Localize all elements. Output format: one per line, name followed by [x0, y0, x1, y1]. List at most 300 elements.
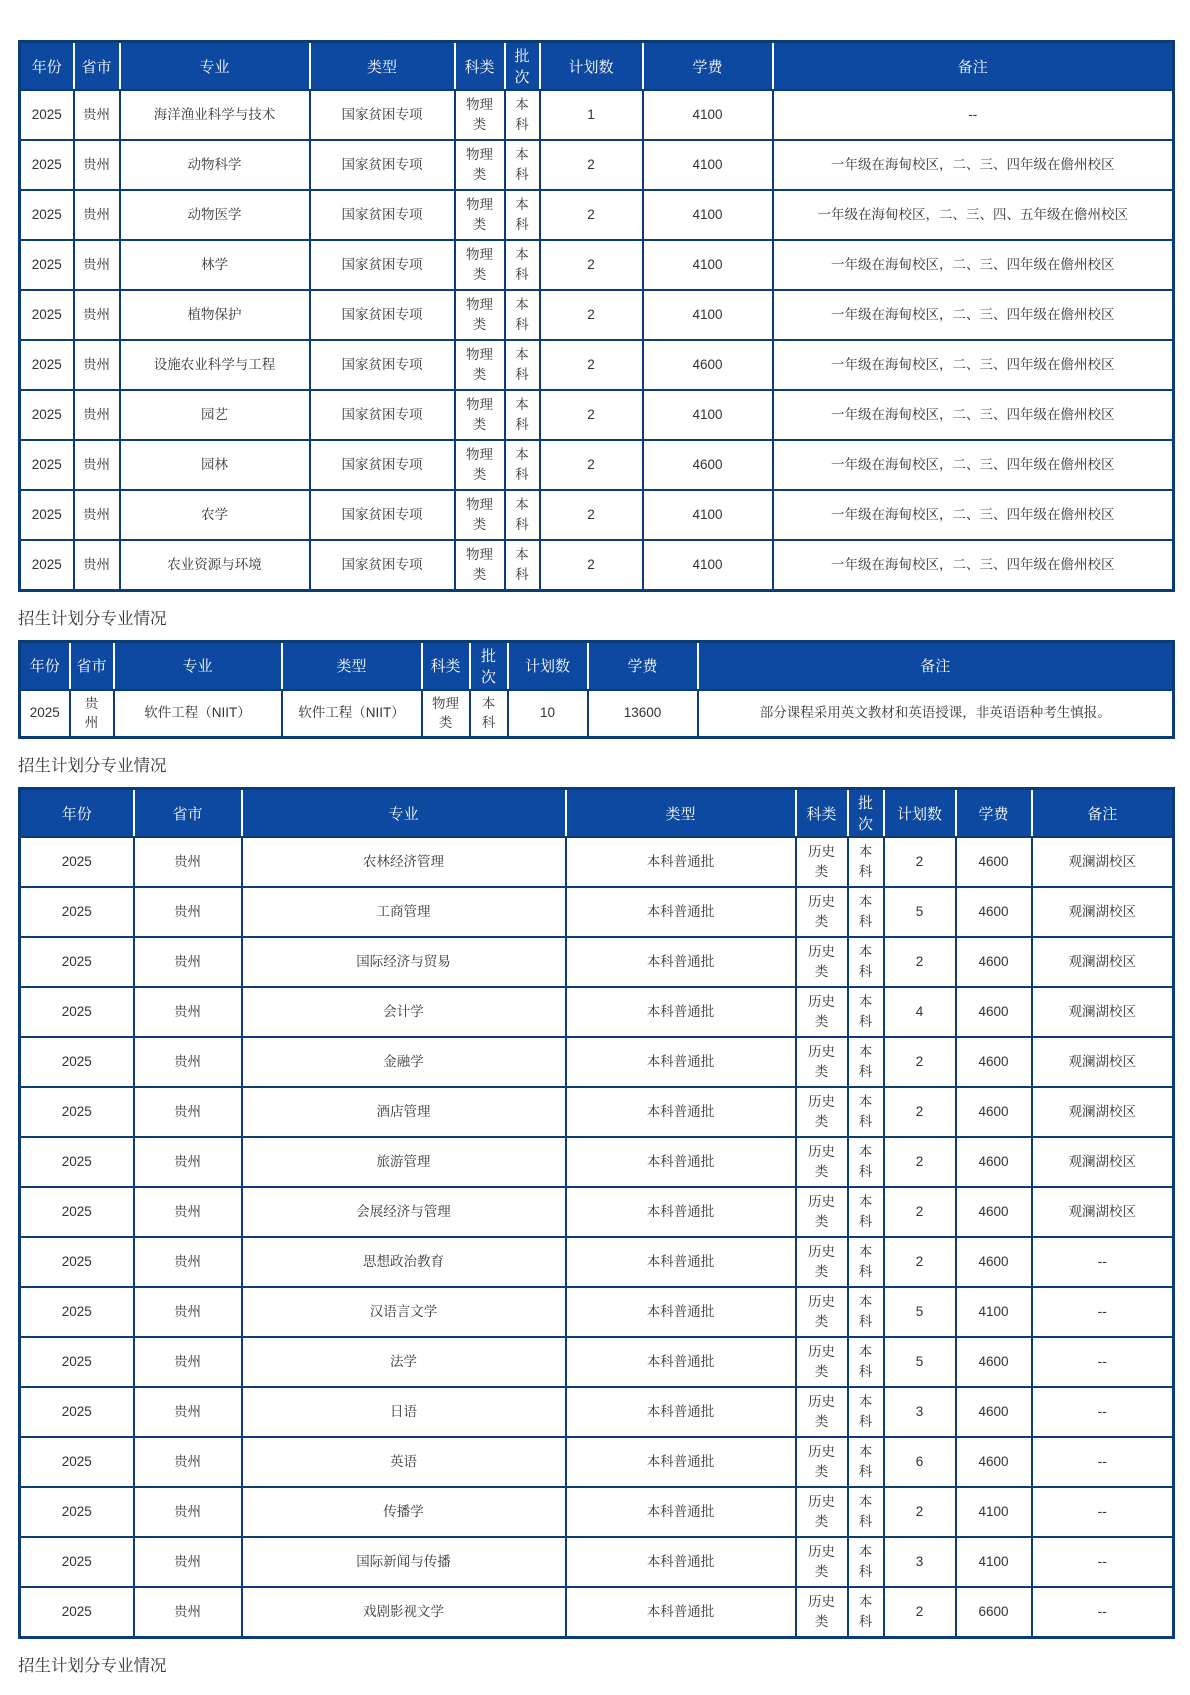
table-cell: 4100 [643, 240, 773, 290]
table-cell: 3 [884, 1387, 956, 1437]
table-cell: 本科普通批 [566, 1087, 796, 1137]
table-cell: 金融学 [242, 1037, 566, 1087]
table-cell: 本科普通批 [566, 1537, 796, 1587]
table-cell: 4600 [643, 340, 773, 390]
table-cell: 贵州 [134, 1337, 242, 1387]
table-cell: 历史类 [796, 1187, 848, 1237]
table-cell: 本科 [848, 887, 884, 937]
table-cell: 国家贫困专项 [310, 440, 455, 490]
table-cell: 农业资源与环境 [120, 540, 310, 590]
column-header: 学费 [588, 641, 698, 690]
table-cell: 4100 [643, 390, 773, 440]
column-header: 省市 [74, 42, 120, 91]
table-cell: 4100 [643, 490, 773, 540]
table-cell: 思想政治教育 [242, 1237, 566, 1287]
column-header: 科类 [422, 641, 470, 690]
table-cell: 2025 [20, 290, 74, 340]
table-cell: 10 [508, 690, 588, 738]
table-cell: 一年级在海甸校区，二、三、四年级在儋州校区 [773, 440, 1174, 490]
table-cell: 本科 [848, 1387, 884, 1437]
table-cell: 4100 [643, 140, 773, 190]
table-cell: 贵州 [134, 887, 242, 937]
table-cell: 本科 [505, 540, 540, 590]
table-cell: 贵州 [134, 837, 242, 887]
table-cell: 历史类 [796, 887, 848, 937]
column-header: 类型 [310, 42, 455, 91]
table-row [20, 140, 1174, 190]
table-cell: 4600 [956, 887, 1032, 937]
table-cell: 国家贫困专项 [310, 390, 455, 440]
table-cell: 一年级在海甸校区，二、三、四、五年级在儋州校区 [773, 190, 1174, 240]
column-header: 年份 [20, 42, 74, 91]
table-cell: 4100 [643, 90, 773, 140]
table-cell: 本科 [848, 1137, 884, 1187]
table-cell: 观澜湖校区 [1032, 987, 1174, 1037]
table-cell: 动物医学 [120, 190, 310, 240]
table-cell: 贵州 [74, 540, 120, 590]
column-header: 备注 [698, 641, 1174, 690]
table-cell: 历史类 [796, 1387, 848, 1437]
table-cell: 会展经济与管理 [242, 1187, 566, 1237]
table-cell: 贵州 [74, 440, 120, 490]
table-cell: 2025 [20, 887, 134, 937]
table-cell: 4600 [956, 1237, 1032, 1287]
table-cell: 历史类 [796, 1437, 848, 1487]
table-cell: 2025 [20, 1487, 134, 1537]
column-header: 批次 [505, 42, 540, 91]
column-header: 专业 [120, 42, 310, 91]
table-cell: 2 [540, 290, 643, 340]
table-cell: 4600 [956, 1187, 1032, 1237]
table-row [20, 690, 1174, 738]
table-cell: 观澜湖校区 [1032, 1037, 1174, 1087]
table-row [20, 1187, 1174, 1237]
table-cell: 国际新闻与传播 [242, 1537, 566, 1587]
table-cell: 历史类 [796, 1137, 848, 1187]
table-cell: 5 [884, 1337, 956, 1387]
table-cell: 历史类 [796, 1487, 848, 1537]
section-title: 招生计划分专业情况 [18, 609, 167, 628]
table-cell: 4600 [956, 837, 1032, 887]
table-cell: 贵州 [134, 987, 242, 1037]
table-cell: 本科 [848, 1237, 884, 1287]
table-row [20, 1587, 1174, 1637]
table-row [20, 1087, 1174, 1137]
table-cell: 本科普通批 [566, 1287, 796, 1337]
table-cell: 贵州 [134, 937, 242, 987]
table-row [20, 887, 1174, 937]
column-header: 计划数 [508, 641, 588, 690]
column-header: 备注 [1032, 789, 1174, 838]
table-cell: 4100 [956, 1487, 1032, 1537]
column-header: 科类 [796, 789, 848, 838]
table-row [20, 290, 1174, 340]
table-cell: 本科普通批 [566, 937, 796, 987]
table-cell: 本科 [848, 937, 884, 987]
table-cell: 4100 [956, 1537, 1032, 1587]
table-row [20, 490, 1174, 540]
table-cell: 历史类 [796, 837, 848, 887]
column-header: 省市 [134, 789, 242, 838]
table-cell: -- [1032, 1587, 1174, 1637]
table-cell: 本科普通批 [566, 1437, 796, 1487]
table-cell: 一年级在海甸校区，二、三、四年级在儋州校区 [773, 540, 1174, 590]
table-cell: -- [1032, 1437, 1174, 1487]
table-cell: 本科 [505, 390, 540, 440]
enrollment-plan-table-niit [18, 640, 1175, 740]
table-cell: 2025 [20, 1587, 134, 1637]
table-cell: 4100 [643, 290, 773, 340]
table-cell: 一年级在海甸校区，二、三、四年级在儋州校区 [773, 340, 1174, 390]
table-cell: 本科 [848, 1037, 884, 1087]
table-cell: 物理类 [455, 140, 505, 190]
table-cell: 2025 [20, 1137, 134, 1187]
table-cell: 本科 [505, 140, 540, 190]
table-cell: 戏剧影视文学 [242, 1587, 566, 1637]
table-row [20, 1037, 1174, 1087]
table-cell: 法学 [242, 1337, 566, 1387]
table-cell: 2025 [20, 987, 134, 1037]
column-header: 年份 [20, 789, 134, 838]
table-cell: 物理类 [455, 340, 505, 390]
table-cell: 软件工程（NIIT） [282, 690, 422, 738]
table-cell: 本科普通批 [566, 1487, 796, 1537]
column-header: 计划数 [540, 42, 643, 91]
table-cell: 4100 [956, 1287, 1032, 1337]
table-cell: 本科 [505, 440, 540, 490]
table-row [20, 1537, 1174, 1587]
table-cell: 设施农业科学与工程 [120, 340, 310, 390]
table-row [20, 240, 1174, 290]
table-cell: 2025 [20, 1437, 134, 1487]
table-cell: 物理类 [455, 390, 505, 440]
table-cell: 2025 [20, 490, 74, 540]
table-cell: 贵州 [134, 1087, 242, 1137]
table-cell: 日语 [242, 1387, 566, 1437]
table-cell: 2025 [20, 1037, 134, 1087]
table-cell: 本科 [848, 1437, 884, 1487]
table-cell: 4600 [956, 1037, 1032, 1087]
table-cell: 2 [884, 1587, 956, 1637]
column-header: 学费 [643, 42, 773, 91]
table-cell: -- [1032, 1487, 1174, 1537]
table-cell: 2025 [20, 190, 74, 240]
table-cell: 历史类 [796, 1087, 848, 1137]
column-header: 年份 [20, 641, 70, 690]
table-cell: 英语 [242, 1437, 566, 1487]
table-cell: 4600 [956, 1087, 1032, 1137]
column-header: 备注 [773, 42, 1174, 91]
table-cell: 本科 [505, 90, 540, 140]
table-cell: 本科 [848, 1287, 884, 1337]
column-header: 批次 [848, 789, 884, 838]
table-cell: 物理类 [455, 290, 505, 340]
column-header: 专业 [242, 789, 566, 838]
table-cell: 4600 [956, 1137, 1032, 1187]
table-row [20, 540, 1174, 590]
column-header: 类型 [282, 641, 422, 690]
table-cell: 历史类 [796, 1587, 848, 1637]
table-cell: 2 [884, 1187, 956, 1237]
table-cell: 工商管理 [242, 887, 566, 937]
table-cell: 2025 [20, 140, 74, 190]
table-cell: 植物保护 [120, 290, 310, 340]
table-cell: 4600 [956, 1437, 1032, 1487]
table-cell: 2 [540, 540, 643, 590]
table-cell: -- [1032, 1287, 1174, 1337]
table-cell: 传播学 [242, 1487, 566, 1537]
table-cell: 贵州 [70, 690, 114, 738]
table-row [20, 1387, 1174, 1437]
table-cell: 本科普通批 [566, 1387, 796, 1437]
table-cell: 本科 [848, 1537, 884, 1587]
table-cell: 国家贫困专项 [310, 290, 455, 340]
table-row [20, 837, 1174, 887]
table-cell: 本科普通批 [566, 1037, 796, 1087]
table-cell: 2025 [20, 1337, 134, 1387]
table-cell: 2 [884, 1037, 956, 1087]
table-cell: 2025 [20, 240, 74, 290]
table-row [20, 190, 1174, 240]
table-cell: 贵州 [74, 290, 120, 340]
table-cell: 林学 [120, 240, 310, 290]
table-cell: 历史类 [796, 1237, 848, 1287]
table-cell: 贵州 [134, 1187, 242, 1237]
table-cell: 本科普通批 [566, 1187, 796, 1237]
table-cell: 4100 [643, 190, 773, 240]
table-cell: 海洋渔业科学与技术 [120, 90, 310, 140]
table-cell: 2 [884, 1237, 956, 1287]
table-cell: 本科普通批 [566, 1587, 796, 1637]
table-cell: 2025 [20, 690, 70, 738]
table-row [20, 1487, 1174, 1537]
table-cell: 国家贫困专项 [310, 340, 455, 390]
table-cell: 2025 [20, 540, 74, 590]
table-cell: 4 [884, 987, 956, 1037]
table-cell: 国家贫困专项 [310, 240, 455, 290]
table-cell: 2 [540, 390, 643, 440]
table-cell: 2 [884, 1087, 956, 1137]
table-cell: 2025 [20, 440, 74, 490]
table-cell: 贵州 [134, 1437, 242, 1487]
table-cell: 贵州 [134, 1537, 242, 1587]
table-cell: 历史类 [796, 1537, 848, 1587]
table-cell: 物理类 [455, 540, 505, 590]
table-cell: 国家贫困专项 [310, 140, 455, 190]
table-cell: 本科 [505, 340, 540, 390]
table-header-row [20, 42, 1174, 91]
table-row [20, 1337, 1174, 1387]
table-cell: 本科普通批 [566, 887, 796, 937]
table-cell: 园艺 [120, 390, 310, 440]
table-cell: 历史类 [796, 987, 848, 1037]
table-cell: 部分课程采用英文教材和英语授课，非英语语种考生慎报。 [698, 690, 1174, 738]
column-header: 学费 [956, 789, 1032, 838]
table-cell: 2025 [20, 837, 134, 887]
table-cell: 国家贫困专项 [310, 90, 455, 140]
column-header: 科类 [455, 42, 505, 91]
table-cell: 13600 [588, 690, 698, 738]
table-cell: -- [1032, 1387, 1174, 1437]
table-header-row [20, 789, 1174, 838]
table-cell: 本科 [848, 987, 884, 1037]
enrollment-plan-table-regular-batch [18, 787, 1175, 1639]
column-header: 省市 [70, 641, 114, 690]
table-cell: 2025 [20, 937, 134, 987]
table-cell: 国家贫困专项 [310, 190, 455, 240]
table-cell: 2025 [20, 1537, 134, 1587]
table-cell: 4600 [956, 937, 1032, 987]
table-cell: 农学 [120, 490, 310, 540]
table-cell: 5 [884, 1287, 956, 1337]
table-cell: 观澜湖校区 [1032, 887, 1174, 937]
column-header: 类型 [566, 789, 796, 838]
table-row [20, 90, 1174, 140]
table-cell: 2 [540, 140, 643, 190]
table-cell: 国家贫困专项 [310, 540, 455, 590]
table-cell: 本科 [848, 1187, 884, 1237]
table-cell: 本科 [848, 1587, 884, 1637]
table-cell: 2025 [20, 1237, 134, 1287]
table-cell: 本科 [848, 837, 884, 887]
table-cell: 6600 [956, 1587, 1032, 1637]
table-cell: 本科 [848, 1487, 884, 1537]
table-cell: 本科普通批 [566, 1137, 796, 1187]
table-row [20, 1237, 1174, 1287]
table-cell: 贵州 [134, 1487, 242, 1537]
table-cell: 4600 [956, 987, 1032, 1037]
table-cell: 本科 [505, 490, 540, 540]
column-header: 专业 [114, 641, 282, 690]
table-cell: 4100 [643, 540, 773, 590]
table-cell: 物理类 [455, 440, 505, 490]
table-cell: 汉语言文学 [242, 1287, 566, 1337]
table-row [20, 987, 1174, 1037]
table-cell: 4600 [643, 440, 773, 490]
table-cell: 贵州 [134, 1037, 242, 1087]
table-cell: 会计学 [242, 987, 566, 1037]
table-cell: 贵州 [74, 390, 120, 440]
table-cell: 本科普通批 [566, 1337, 796, 1387]
table-cell: 旅游管理 [242, 1137, 566, 1187]
table-cell: 2 [540, 240, 643, 290]
table-cell: 本科 [848, 1337, 884, 1387]
table-cell: 2025 [20, 1087, 134, 1137]
table-cell: 贵州 [134, 1287, 242, 1337]
table-cell: 2 [540, 340, 643, 390]
table-cell: 4600 [956, 1387, 1032, 1437]
table-cell: 贵州 [74, 90, 120, 140]
table-cell: 本科 [505, 190, 540, 240]
table-row [20, 1437, 1174, 1487]
table-cell: 2 [884, 937, 956, 987]
table-cell: 本科普通批 [566, 1237, 796, 1287]
table-cell: 本科 [470, 690, 508, 738]
table-cell: 国家贫困专项 [310, 490, 455, 540]
table-row [20, 1137, 1174, 1187]
column-header: 计划数 [884, 789, 956, 838]
table-cell: 2025 [20, 1387, 134, 1437]
table-cell: 观澜湖校区 [1032, 837, 1174, 887]
table-cell: 3 [884, 1537, 956, 1587]
table-cell: 2025 [20, 1187, 134, 1237]
table-cell: 一年级在海甸校区，二、三、四年级在儋州校区 [773, 390, 1174, 440]
table-cell: 1 [540, 90, 643, 140]
table-cell: 观澜湖校区 [1032, 1087, 1174, 1137]
table-cell: 贵州 [134, 1137, 242, 1187]
table-cell: 2 [884, 1137, 956, 1187]
table-cell: 观澜湖校区 [1032, 937, 1174, 987]
table-cell: 贵州 [74, 190, 120, 240]
table-cell: 2 [540, 190, 643, 240]
table-cell: 本科普通批 [566, 837, 796, 887]
table-cell: 5 [884, 887, 956, 937]
table-cell: 本科普通批 [566, 987, 796, 1037]
table-cell: 物理类 [455, 90, 505, 140]
table-cell: 本科 [848, 1087, 884, 1137]
table-cell: 2 [540, 490, 643, 540]
enrollment-plan-table-poverty-program [18, 40, 1175, 592]
table-cell: 软件工程（NIIT） [114, 690, 282, 738]
table-cell: 动物科学 [120, 140, 310, 190]
table-cell: -- [1032, 1337, 1174, 1387]
table-cell: 物理类 [455, 490, 505, 540]
table-cell: 物理类 [422, 690, 470, 738]
table-row [20, 440, 1174, 490]
table-cell: 一年级在海甸校区，二、三、四年级在儋州校区 [773, 290, 1174, 340]
column-header: 批次 [470, 641, 508, 690]
table-cell: 2 [540, 440, 643, 490]
table-cell: 贵州 [74, 140, 120, 190]
table-cell: 2025 [20, 340, 74, 390]
table-cell: 历史类 [796, 937, 848, 987]
table-cell: 一年级在海甸校区，二、三、四年级在儋州校区 [773, 140, 1174, 190]
table-cell: 酒店管理 [242, 1087, 566, 1137]
table-cell: 贵州 [74, 240, 120, 290]
table-cell: -- [1032, 1237, 1174, 1287]
table-cell: 2025 [20, 390, 74, 440]
table-row [20, 340, 1174, 390]
table-cell: 本科 [505, 290, 540, 340]
table-cell: 观澜湖校区 [1032, 1137, 1174, 1187]
table-row [20, 390, 1174, 440]
table-cell: 贵州 [134, 1587, 242, 1637]
section-title: 招生计划分专业情况 [18, 757, 167, 775]
table-cell: 一年级在海甸校区，二、三、四年级在儋州校区 [773, 240, 1174, 290]
table-cell: 2 [884, 1487, 956, 1537]
table-cell: 贵州 [74, 490, 120, 540]
table-cell: -- [1032, 1537, 1174, 1587]
table-cell: 园林 [120, 440, 310, 490]
table-header-row [20, 641, 1174, 690]
table-cell: 6 [884, 1437, 956, 1487]
table-cell: 贵州 [134, 1387, 242, 1437]
table-cell: 历史类 [796, 1287, 848, 1337]
section-title: 招生计划分专业情况 [18, 1656, 167, 1675]
table-cell: 历史类 [796, 1337, 848, 1387]
table-cell: 物理类 [455, 190, 505, 240]
table-row [20, 937, 1174, 987]
table-cell: 农林经济管理 [242, 837, 566, 887]
table-cell: 2025 [20, 1287, 134, 1337]
table-cell: -- [773, 90, 1174, 140]
table-cell: 2025 [20, 90, 74, 140]
table-row [20, 1287, 1174, 1337]
table-cell: 贵州 [74, 340, 120, 390]
table-cell: 2 [884, 837, 956, 887]
table-cell: 历史类 [796, 1037, 848, 1087]
table-cell: 本科 [505, 240, 540, 290]
